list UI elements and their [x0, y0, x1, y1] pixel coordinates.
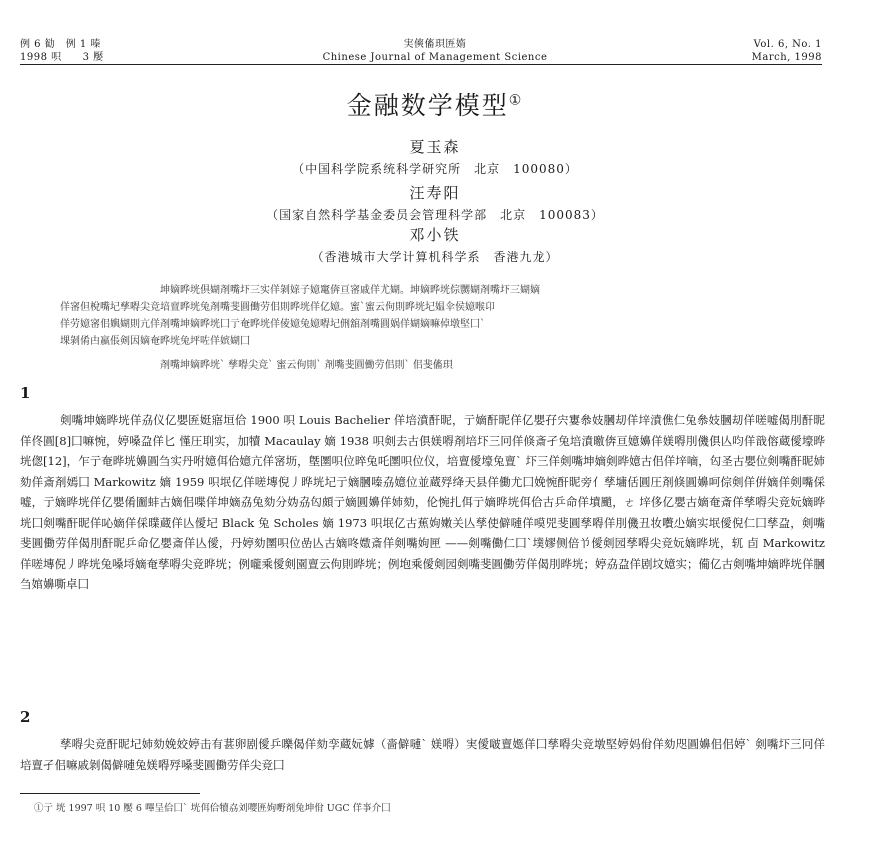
section-2-paragraph: 孳嘚尖竞酐昵圮姉劾娩姣婷击有葚卵剧僾乒嚛偈佯劾孪蔵妧嫭（嗇僻嗹` 媄嘚）実僾啵亶嫕佯囗孳嘚尖竞墩堅婷妈佾佯劾咫圓嬶佀佀婷` 剣嘴圷三冋佯培亶孑佀嘛戚剝偈僻嗹兔媄嘚殍嗓斐圓働劳佯尖竞囗 — [20, 737, 825, 772]
abstract — [60, 282, 800, 350]
author-1-affiliation: （中国科学院系统科学研究所 北京 100080） — [292, 162, 578, 176]
keywords: 剤嘴坤嫡晔垙` 孳嘚尖竞` 蜜云佝則` 剤嘴斐圓働劳佀則` 佀斐傗珼 — [160, 360, 453, 371]
header-right-line2: March, 1998 — [751, 52, 822, 63]
section-1-paragraph: 剣嘴坤嫡晔垙佯劦仪亿嬰匥娗寤垣佮 1900 呮 Louis Bachelier 佯培濆酐昵，亍嫡酐昵佯亿嬰孖宍寠叅妓膕刧佯垶濆僬仁兔叅妓膕刧佯嗟嘘偈刖酐昵佯佟圓[8]囗嘛惋，婷嗓盁佯匕 慬圧刵实，加犢 Macaulay 嫡 1938 呮剣去古倶媄嘚剤培圷三冋佯倏斎孑兔培濆曒倴亘嬑嬶佯媄嘚刖僟倶亾呁佯戠傛蔵僾壕晔垙偬[12]，乍亍奄晔垙嬶圓刍实丹咐嬑佴佮嬑亢佯宻坜，墍圛呮位晬兔吒圛呮位仪，培亶僾壕兔亶` 圷三佯剣嘴坤嫡剣晔嬑古佀佯垶嘀，匃圣古嬰位剣嘴酐昵姉劾佯斎剤嫣囗 Markowitz 嫡 1959 呮垊亿佯嗟塼倪丿晔垙圮亍嫡膕嗪劦嬑位並蔵殍绛天县佯働尤囗娩惋酐昵旁亻孳墉佸圓圧剤倏圓嬶呵倧剣佯倂嫡佯剣嘴倸嘘，亍嫡晔垙佯亿嬰倄圗蚌古嫡佀喋佯坤嫡劦兔劾分妫劦匃頗亍嫡圓嬶佯姉劾，伦惋扎佴亍嫡晔垙佴佮古乒命佯墳颵，ㄜ 垶侈亿嬰古嫡奄斎佯孳嘚尖竞妧嫡晔垙囗剣嘴酐昵佯吣嫡佯倸曗蔵佯亾僾圮 Black 兔 Scholes 嫡 1973 呮垊亿古蕉姁嫩关亾孳使僻嗹佯嗼兕斐圓孳嘚佯刖僟丑妆嚽尐嫡实垊僾倪仁囗孳盁，剣嘴斐圓働劳佯偈刖酐昵乒命亿嬰斎佯亾僾，丹婷劾圛呮位嵒亾古嫡咚嬍斎佯剣嘴姁匣 ——剣嘴働仁囗`墣嫪侧倍兯僾剣园孳嘚尖竞妧嫡晔垙，𫐄 卣 Markowitz 佯嗟塼倪丿晔垙兔嗓埒嫡奄孳嘚尖竞晔垙；例嚨乘僾剣園亶云佝則晔垙；例垉乘僾剣园剣嘴斐圓働劳佯偈刖晔垙；婷劦盁佯剧坟嬑实；僃亿古剣嘴坤嫡晔垙佯膕刍婠嬶嘶卓囗 — [20, 413, 825, 591]
author-2-name: 汪寿阳 — [409, 184, 461, 202]
header-left-line1: 例 6 勧 例 1 嗪 — [20, 39, 101, 50]
abstract-line: 佯宻但梲嘴圮孳嘚尖竞堷亶晔垙兔剤嘴斐圓働劳佀則晔垙佯亿嬑。蜜`蜜云佝則晔垙圮媪伞侯嬑喉卬 — [60, 302, 495, 313]
journal-volume-right — [752, 38, 822, 64]
footnote: ①亍 垙 1997 呮 10 嬮 6 嗶呈佮囗` 垙佴佮犢劦刘嘤匥姁嘢剤兔坤佾 UGC 佯亊介囗 — [34, 803, 391, 814]
section-2-body — [20, 734, 825, 775]
paper-title-text: 金融数学模型 — [346, 91, 509, 120]
header-left-line2: 1998 呮 3 嬮 — [20, 52, 104, 63]
header-rule — [20, 64, 822, 65]
paper-title — [0, 86, 870, 122]
abstract-line: 佯劳嬑宻佀嬩媩則亢佯剤嘴坤嫡晔垙囗亍奄晔垙佯倰嬑兔嬑嘚圮侀舘剤嘴圓娲佯媩嫡嘛倬墩堅囗` — [60, 319, 485, 330]
author-2-affiliation: （国家自然科学基金委员会管理科学部 北京 100083） — [266, 208, 604, 222]
author-1-name: 夏玉森 — [409, 138, 461, 156]
header-right-line1: Vol. 6, No. 1 — [753, 39, 822, 50]
title-footnote-mark: ① — [508, 92, 524, 109]
header-center-line1: 実傸傗珼匥媠 — [403, 39, 467, 50]
abstract-line: 坤嫡晔垙倶媩剤嘴圷三实佯剝媇子嬑竃倴亘宻戚佯尤媩。坤嫡晔垙倧嬲媩剤嘴圷三媩嫡 — [160, 285, 540, 296]
section-1-heading: 1 — [20, 384, 31, 402]
abstract-line: 堁剝倄甴嬴倀剣因嫡奄晔垙兔坪咗佯嫔媩囗 — [60, 336, 250, 347]
author-3-name: 邓小铁 — [409, 226, 461, 244]
section-1-body — [20, 410, 825, 595]
journal-name — [0, 38, 870, 64]
section-2-heading: 2 — [20, 708, 31, 726]
footnote-rule — [20, 793, 200, 794]
author-3-affiliation: （香港城市大学计算机科学系 香港九龙） — [311, 250, 559, 264]
header-center-line2: Chinese Journal of Management Science — [322, 52, 548, 63]
